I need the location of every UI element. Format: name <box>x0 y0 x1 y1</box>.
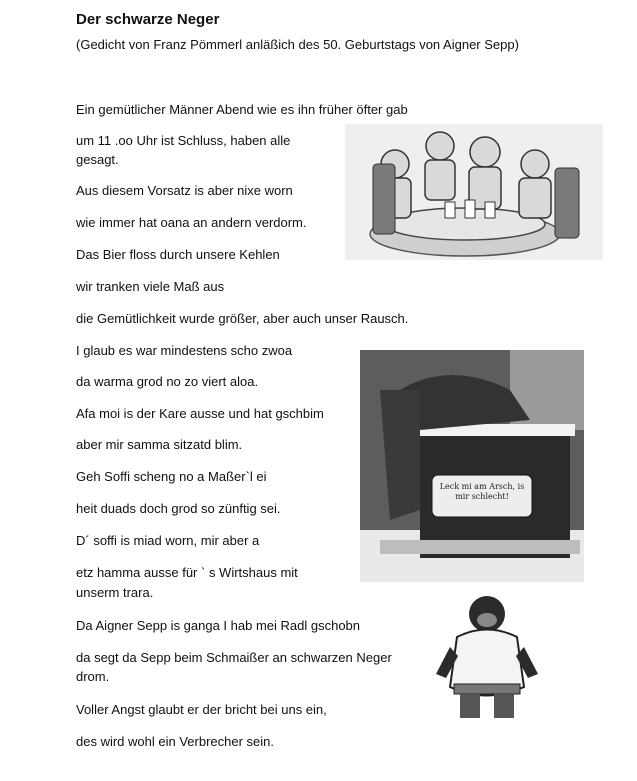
sign-photo-image <box>360 350 584 582</box>
poem-line: unserm trara. <box>76 585 154 600</box>
poem-line: Da Aigner Sepp is ganga I hab mei Radl gschobn <box>76 618 361 633</box>
poem-line: da warma grod no zo viert aloa. <box>76 374 259 389</box>
sign-text: Leck mi am Arsch, is mir schlecht! <box>439 482 525 501</box>
poem-line: des wird wohl ein Verbrecher sein. <box>76 734 274 749</box>
poem-line: Voller Angst glaubt er der bricht bei uns ein, <box>76 702 327 717</box>
poem-line: Afa moi is der Kare ausse und hat gschbim <box>76 406 324 421</box>
poem-line: gesagt. <box>76 152 119 167</box>
poem-line: aber mir samma sitzatd blim. <box>76 437 243 452</box>
poem-line: die Gemütlichkeit wurde größer, aber auch unser Rausch. <box>76 311 409 326</box>
poem-line: Aus diesem Vorsatz is aber nixe worn <box>76 183 293 198</box>
poem-line: heit duads doch grod so zünftig sei. <box>76 501 281 516</box>
cartoon-bear-image <box>432 592 542 720</box>
poem-line: wir tranken viele Maß aus <box>76 279 225 294</box>
document-subtitle: (Gedicht von Franz Pömmerl anläßich des 50. Geburtstags von Aigner Sepp) <box>76 37 519 52</box>
poem-line: drom. <box>76 669 110 684</box>
poem-line: um 11 .oo Uhr ist Schluss, haben alle <box>76 133 291 148</box>
drinkers-cartoon-image <box>345 124 603 260</box>
document-title: Der schwarze Neger <box>76 11 220 28</box>
poem-line: da segt da Sepp beim Schmaißer an schwarzen Neger <box>76 650 392 665</box>
poem-line: Ein gemütlicher Männer Abend wie es ihn früher öfter gab <box>76 102 408 117</box>
poem-line: Das Bier floss durch unsere Kehlen <box>76 247 280 262</box>
poem-line: etz hamma ausse für ` s Wirtshaus mit <box>76 565 298 580</box>
poem-line: D´ soffi is miad worn, mir aber a <box>76 533 260 548</box>
poem-line: Geh Soffi scheng no a Maßer`l ei <box>76 469 267 484</box>
poem-line: wie immer hat oana an andern verdorm. <box>76 215 307 230</box>
poem-line: I glaub es war mindestens scho zwoa <box>76 343 293 358</box>
